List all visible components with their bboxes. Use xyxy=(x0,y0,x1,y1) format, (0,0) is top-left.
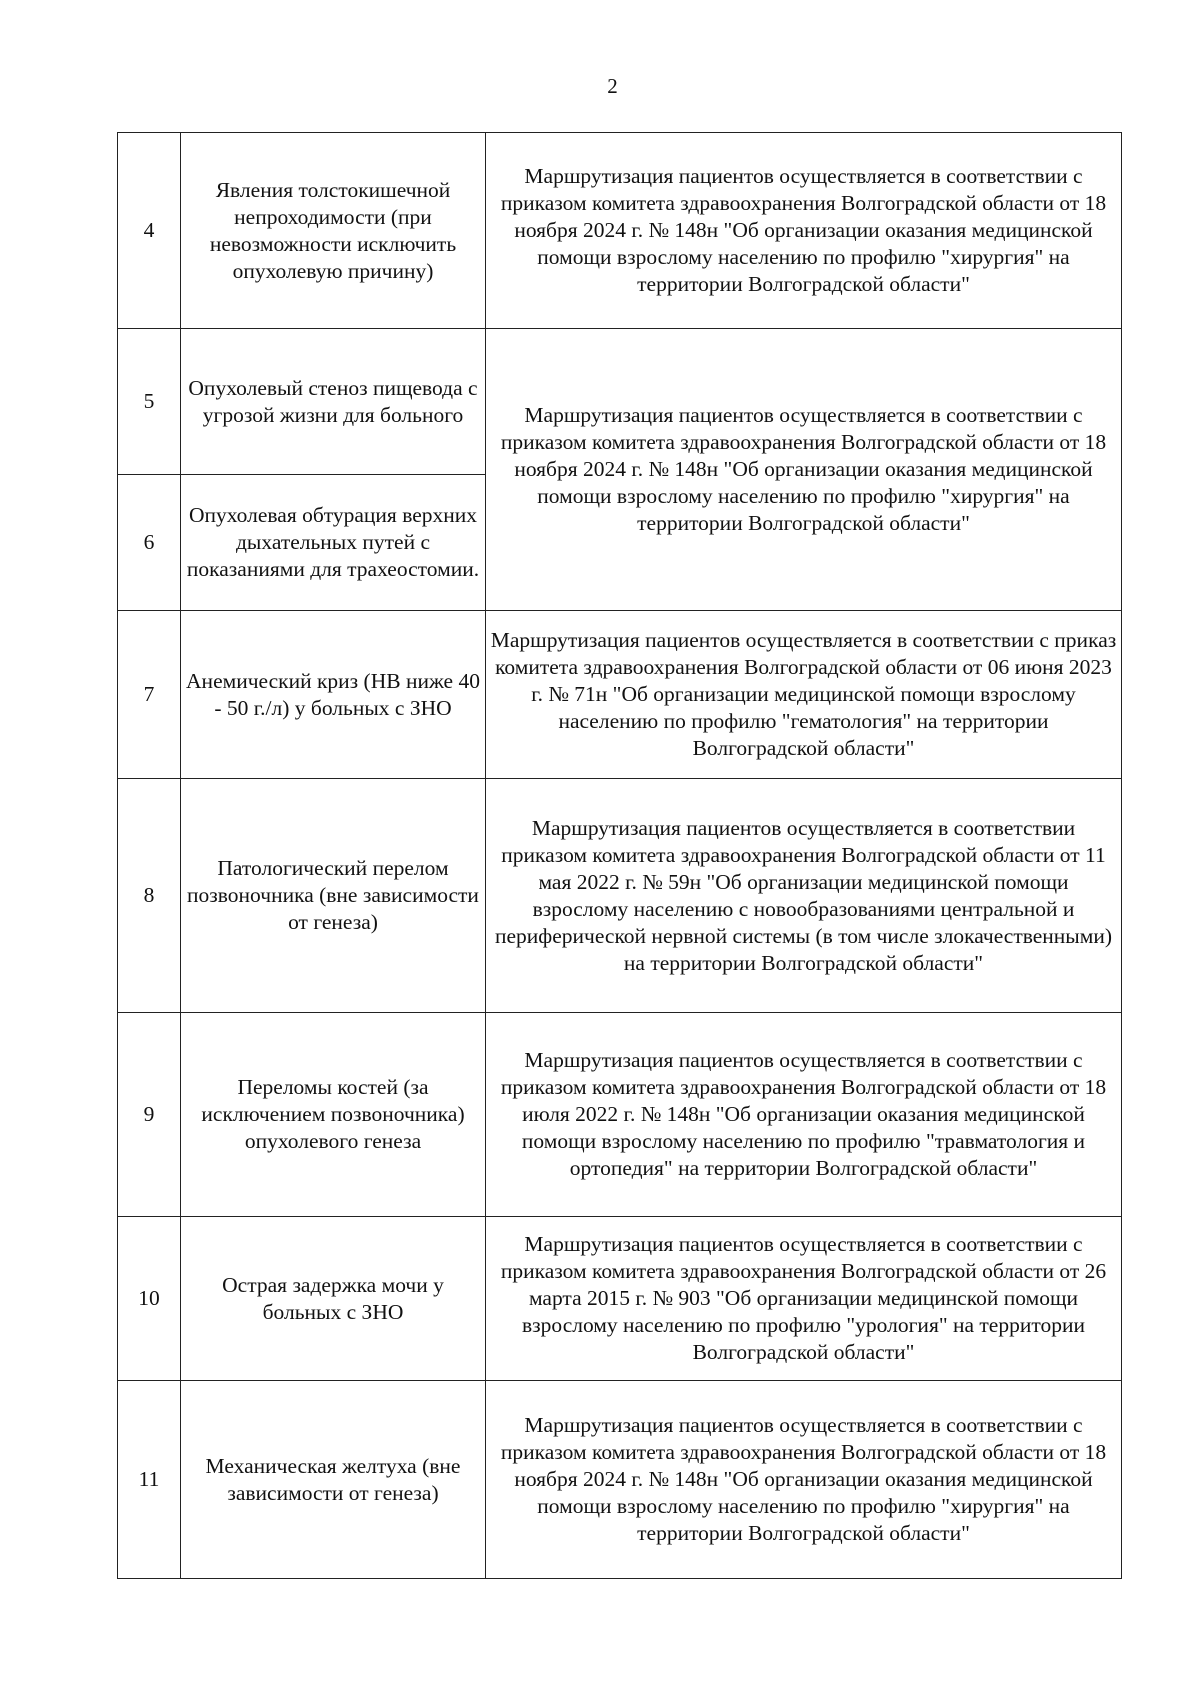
table-row xyxy=(118,329,1122,475)
row-number: 10 xyxy=(118,1217,181,1381)
row-number: 5 xyxy=(118,329,181,475)
routing-cell: Маршрутизация пациентов осуществляется в соответствии с приказом комитета здравоохранения Волгоградской области от 26 марта 2015 г. № 903 "Об организации медицинской помощи взрослому населению по профилю "урология" на территории Волгоградской области" xyxy=(486,1217,1122,1381)
routing-cell: Маршрутизация пациентов осуществляется в соответствии с приказ комитета здравоохранения Волгоградской области от 06 июня 2023 г. № 71н "Об организации медицинской помощи взрослому населению по профилю "гематология" на территории Волгоградской области" xyxy=(486,611,1122,779)
condition-cell: Механическая желтуха (вне зависимости от генеза) xyxy=(181,1381,486,1579)
routing-table xyxy=(117,132,1122,1579)
condition-cell: Опухолевый стеноз пищевода с угрозой жизни для больного xyxy=(181,329,486,475)
routing-cell: Маршрутизация пациентов осуществляется в соответствии с приказом комитета здравоохранения Волгоградской области от 18 июля 2022 г. № 148н "Об организации оказания медицинской помощи взрослому населению по профилю "травматология и ортопедия" на территории Волгоградской области" xyxy=(486,1013,1122,1217)
table-row xyxy=(118,1217,1122,1381)
row-number: 7 xyxy=(118,611,181,779)
table-row xyxy=(118,611,1122,779)
table-row xyxy=(118,1381,1122,1579)
condition-cell: Явления толстокишечной непроходимости (при невозможности исключить опухолевую причину) xyxy=(181,133,486,329)
condition-cell: Переломы костей (за исключением позвоночника) опухолевого генеза xyxy=(181,1013,486,1217)
row-number: 11 xyxy=(118,1381,181,1579)
table-row xyxy=(118,779,1122,1013)
table-row xyxy=(118,1013,1122,1217)
page-number: 2 xyxy=(607,74,618,98)
table-row xyxy=(118,133,1122,329)
condition-cell: Опухолевая обтурация верхних дыхательных путей с показаниями для трахеостомии. xyxy=(181,475,486,611)
row-number: 8 xyxy=(118,779,181,1013)
condition-cell: Острая задержка мочи у больных с ЗНО xyxy=(181,1217,486,1381)
row-number: 9 xyxy=(118,1013,181,1217)
routing-cell: Маршрутизация пациентов осуществляется в соответствии с приказом комитета здравоохранения Волгоградской области от 18 ноября 2024 г. № 148н "Об организации оказания медицинской помощи взрослому населению по профилю "хирургия" на территории Волгоградской области" xyxy=(486,1381,1122,1579)
row-number: 6 xyxy=(118,475,181,611)
routing-cell: Маршрутизация пациентов осуществляется в соответствии с приказом комитета здравоохранения Волгоградской области от 18 ноября 2024 г. № 148н "Об организации оказания медицинской помощи взрослому населению по профилю "хирургия" на территории Волгоградской области" xyxy=(486,133,1122,329)
routing-cell: Маршрутизация пациентов осуществляется в соответствии с приказом комитета здравоохранения Волгоградской области от 18 ноября 2024 г. № 148н "Об организации оказания медицинской помощи взрослому населению по профилю "хирургия" на территории Волгоградской области" xyxy=(486,329,1122,611)
condition-cell: Патологический перелом позвоночника (вне зависимости от генеза) xyxy=(181,779,486,1013)
routing-cell: Маршрутизация пациентов осуществляется в соответствии приказом комитета здравоохранения Волгоградской области от 11 мая 2022 г. № 59н "Об организации медицинской помощи взрослому населению с новообразованиями центральной и периферической нервной системы (в том числе злокачественными) на территории Волгоградской области" xyxy=(486,779,1122,1013)
condition-cell: Анемический криз (НВ ниже 40 - 50 г./л) у больных с ЗНО xyxy=(181,611,486,779)
row-number: 4 xyxy=(118,133,181,329)
